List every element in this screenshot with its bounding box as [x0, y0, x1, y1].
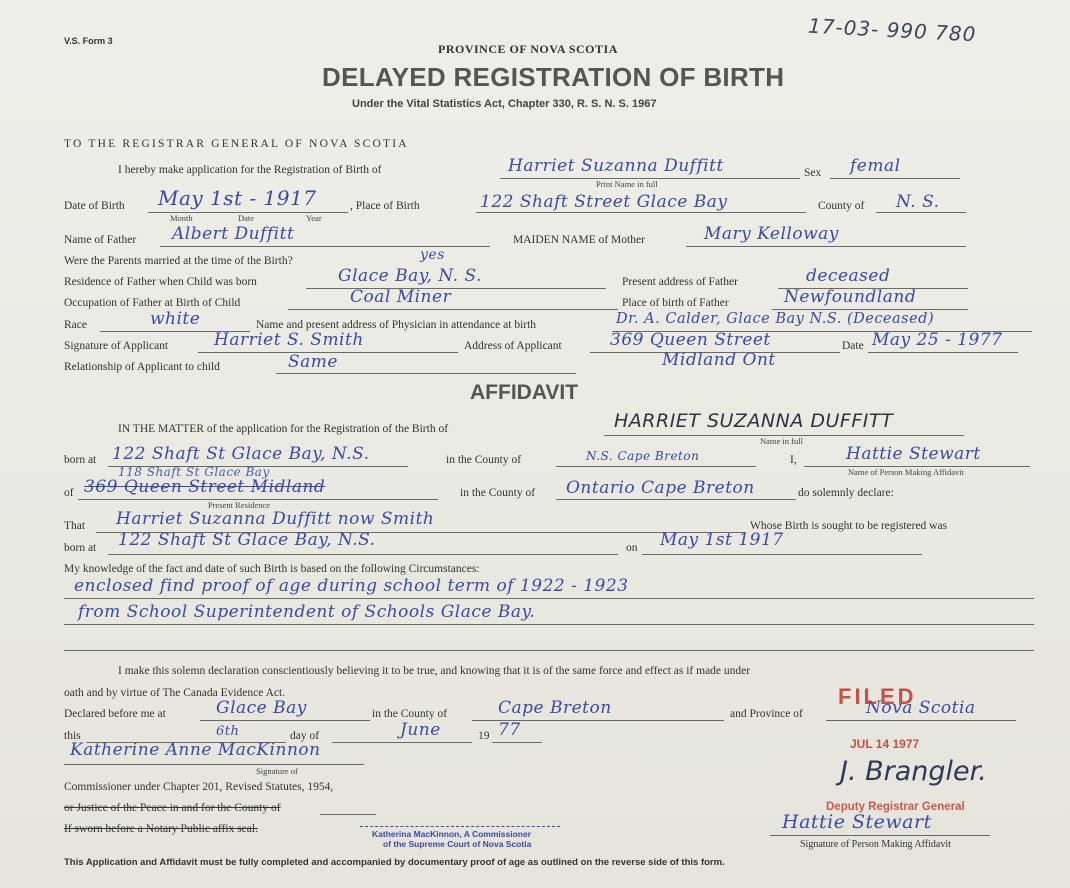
that-value: Harriet Suzanna Duffitt now Smith: [116, 509, 435, 529]
day-of-label: day of: [290, 730, 320, 742]
in-county2-underline: [556, 499, 796, 500]
born-at2-label: born at: [64, 542, 97, 554]
applicant-signature: Harriet S. Smith: [214, 330, 364, 350]
applicant-addr-label: Address of Applicant: [464, 340, 562, 352]
print-name-caption: Print Name in full: [596, 179, 658, 189]
in-county-underline: [556, 466, 756, 467]
commissioner-stamp-line-2: of the Supreme Court of Nova Scotia: [383, 839, 532, 849]
signature-caption: Signature of: [256, 766, 298, 776]
born-at2-underline: [108, 554, 618, 555]
occupation-underline: [288, 309, 618, 310]
form-number: V.S. Form 3: [64, 36, 113, 46]
father-birthplace-value: Newfoundland: [784, 287, 917, 307]
that-label: That: [64, 520, 86, 532]
county-value: N. S.: [896, 192, 940, 212]
declared-label: Declared before me at: [64, 708, 166, 720]
declaration-line-1: I make this solemn declaration conscientiously believing it to be true, and knowing that it is of the same force and effect as if made under: [118, 665, 751, 677]
of-value-correction: 118 Shaft St Glace Bay: [118, 465, 270, 479]
page-subtitle: Under the Vital Statistics Act, Chapter 330, R. S. N. S. 1967: [352, 98, 657, 110]
knowledge-label: My knowledge of the fact and date of such Birth is based on the following Circumstances:: [64, 563, 480, 575]
year-underline: [492, 742, 542, 743]
notary-line: If sworn before a Notary Public affix seal.: [64, 823, 258, 835]
commissioner-line: Commissioner under Chapter 201, Revised Statutes, 1954,: [64, 781, 334, 793]
commissioner-sig-underline: [64, 764, 364, 765]
mother-label: MAIDEN NAME of Mother: [513, 234, 645, 246]
registrar-signature: J. Brangler.: [840, 756, 987, 787]
born-at2-value: 122 Shaft St Glace Bay, N.S.: [118, 530, 376, 550]
present-addr-value: deceased: [806, 266, 891, 286]
circ-line-1: enclosed find proof of age during school term of 1922 - 1923: [74, 576, 629, 596]
born-at-value: 122 Shaft St Glace Bay, N.S.: [112, 444, 370, 464]
relationship-label: Relationship of Applicant to child: [64, 361, 220, 373]
circ-underline-2: [64, 624, 1034, 625]
affiant-sig-underline: [770, 835, 990, 836]
present-residence-caption: Present Residence: [208, 500, 271, 510]
filed-date-stamp: JUL 14 1977: [850, 737, 920, 751]
on-value: May 1st 1917: [660, 530, 784, 550]
place-underline: [476, 212, 806, 213]
county3-value: Cape Breton: [498, 698, 612, 718]
file-reference: 17-03- 990 780: [807, 13, 977, 47]
declaration-line-2: oath and by virtue of The Canada Evidence Act.: [64, 687, 286, 699]
married-label: Were the Parents married at the time of the Birth?: [64, 255, 293, 267]
justice-underline: [320, 814, 376, 815]
province-label: and Province of: [730, 708, 803, 720]
dob-label: Date of Birth: [64, 200, 125, 212]
place-value: 122 Shaft Street Glace Bay: [480, 192, 728, 212]
i-label: I,: [790, 454, 797, 466]
applicant-addr-value-2: Midland Ont: [662, 350, 776, 370]
affidavit-heading: AFFIDAVIT: [470, 381, 579, 404]
on-label: on: [626, 542, 638, 554]
father-value: Albert Duffitt: [172, 224, 295, 244]
province-heading: PROVINCE OF NOVA SCOTIA: [438, 42, 618, 56]
father-label: Name of Father: [64, 234, 137, 246]
circ-underline-1: [64, 598, 1034, 599]
county-underline: [876, 212, 966, 213]
in-county3-label: in the County of: [372, 708, 448, 720]
year-prefix: 19: [478, 730, 490, 742]
affiant-value: Hattie Stewart: [846, 444, 981, 464]
commissioner-stamp-line-1: Katherina MacKinnon, A Commissioner: [372, 829, 532, 839]
race-value: white: [150, 309, 201, 329]
matter-label: IN THE MATTER of the application for the Registration of the Birth of: [118, 423, 449, 435]
solemnly-label: do solemnly declare:: [798, 487, 894, 499]
stamp-rule: [360, 826, 560, 827]
occupation-value: Coal Miner: [350, 287, 452, 307]
date-caption: Date: [238, 213, 255, 223]
whose-label: Whose Birth is sought to be registered was: [750, 520, 948, 532]
present-addr-label: Present address of Father: [622, 276, 738, 288]
apply-label: I hereby make application for the Registration of Birth of: [118, 164, 382, 176]
matter-value: HARRIET SUZANNA DUFFITT: [614, 410, 894, 432]
declared-value: Glace Bay: [216, 698, 307, 718]
this-label: this: [64, 730, 81, 742]
affiant-signature: Hattie Stewart: [782, 811, 932, 833]
race-label: Race: [64, 319, 87, 331]
father-birthplace-label: Place of birth of Father: [622, 297, 729, 309]
justice-line: or Justice of the Peace in and for the County of: [64, 802, 281, 814]
relationship-underline: [276, 373, 576, 374]
date-value: May 25 - 1977: [872, 330, 1003, 350]
in-county-label: in the County of: [446, 454, 522, 466]
footer-note: This Application and Affidavit must be fully completed and accompanied by documentary proof of age as outlined on the reverse side of this form.: [64, 857, 725, 868]
page-title: DELAYED REGISTRATION OF BIRTH: [322, 62, 785, 92]
province-value: Nova Scotia: [866, 698, 976, 718]
circ-underline-3: [64, 650, 1034, 651]
year-caption: Year: [306, 213, 322, 223]
filed-stamp: FILED: [838, 684, 917, 709]
relationship-value: Same: [288, 352, 338, 372]
place-label: , Place of Birth: [350, 200, 420, 212]
commissioner-signature: Katherine Anne MacKinnon: [70, 740, 321, 760]
county2-value: Ontario Cape Breton: [566, 478, 755, 498]
affiant-signature-caption: Signature of Person Making Affidavit: [800, 839, 951, 850]
month-caption: Month: [170, 213, 193, 223]
month-underline: [332, 742, 472, 743]
addressee-line: TO THE REGISTRAR GENERAL OF NOVA SCOTIA: [64, 138, 409, 150]
married-value: yes: [420, 247, 445, 263]
on-underline: [642, 554, 922, 555]
day-value: 6th: [216, 724, 240, 739]
circ-line-2: from School Superintendent of Schools Glace Bay.: [78, 602, 536, 622]
dob-value: May 1st - 1917: [158, 186, 317, 210]
of-label: of: [64, 487, 74, 499]
deputy-registrar-stamp: Deputy Registrar General: [826, 801, 965, 813]
year-value: 77: [498, 720, 521, 740]
applicant-addr-value: 369 Queen Street: [610, 330, 771, 350]
date-underline: [868, 352, 1018, 353]
in-county2-label: in the County of: [460, 487, 536, 499]
mother-underline: [686, 246, 966, 247]
physician-label: Name and present address of Physician in attendance at birth: [256, 319, 537, 331]
date-label: Date: [842, 340, 864, 352]
of-value: 369 Queen Street Midland: [84, 477, 326, 497]
county-value: N.S. Cape Breton: [586, 449, 700, 463]
residence-value: Glace Bay, N. S.: [338, 266, 482, 286]
province-underline: [826, 720, 1016, 721]
sig-label: Signature of Applicant: [64, 340, 169, 352]
occupation-label: Occupation of Father at Birth of Child: [64, 297, 241, 309]
child-name-value: Harriet Suzanna Duffitt: [508, 156, 724, 176]
sex-value: femal: [850, 156, 901, 176]
sex-underline: [830, 178, 960, 179]
county-label: County of: [818, 200, 865, 212]
declared-underline: [200, 720, 370, 721]
mother-value: Mary Kelloway: [704, 224, 839, 244]
sex-label: Sex: [804, 167, 822, 179]
month-value: June: [400, 720, 441, 740]
residence-label: Residence of Father when Child was born: [64, 276, 257, 288]
physician-value: Dr. A. Calder, Glace Bay N.S. (Deceased): [616, 311, 935, 327]
name-full-caption: Name in full: [760, 436, 803, 446]
born-at-label: born at: [64, 454, 97, 466]
affiant-caption: Name of Person Making Affidavit: [848, 467, 964, 477]
